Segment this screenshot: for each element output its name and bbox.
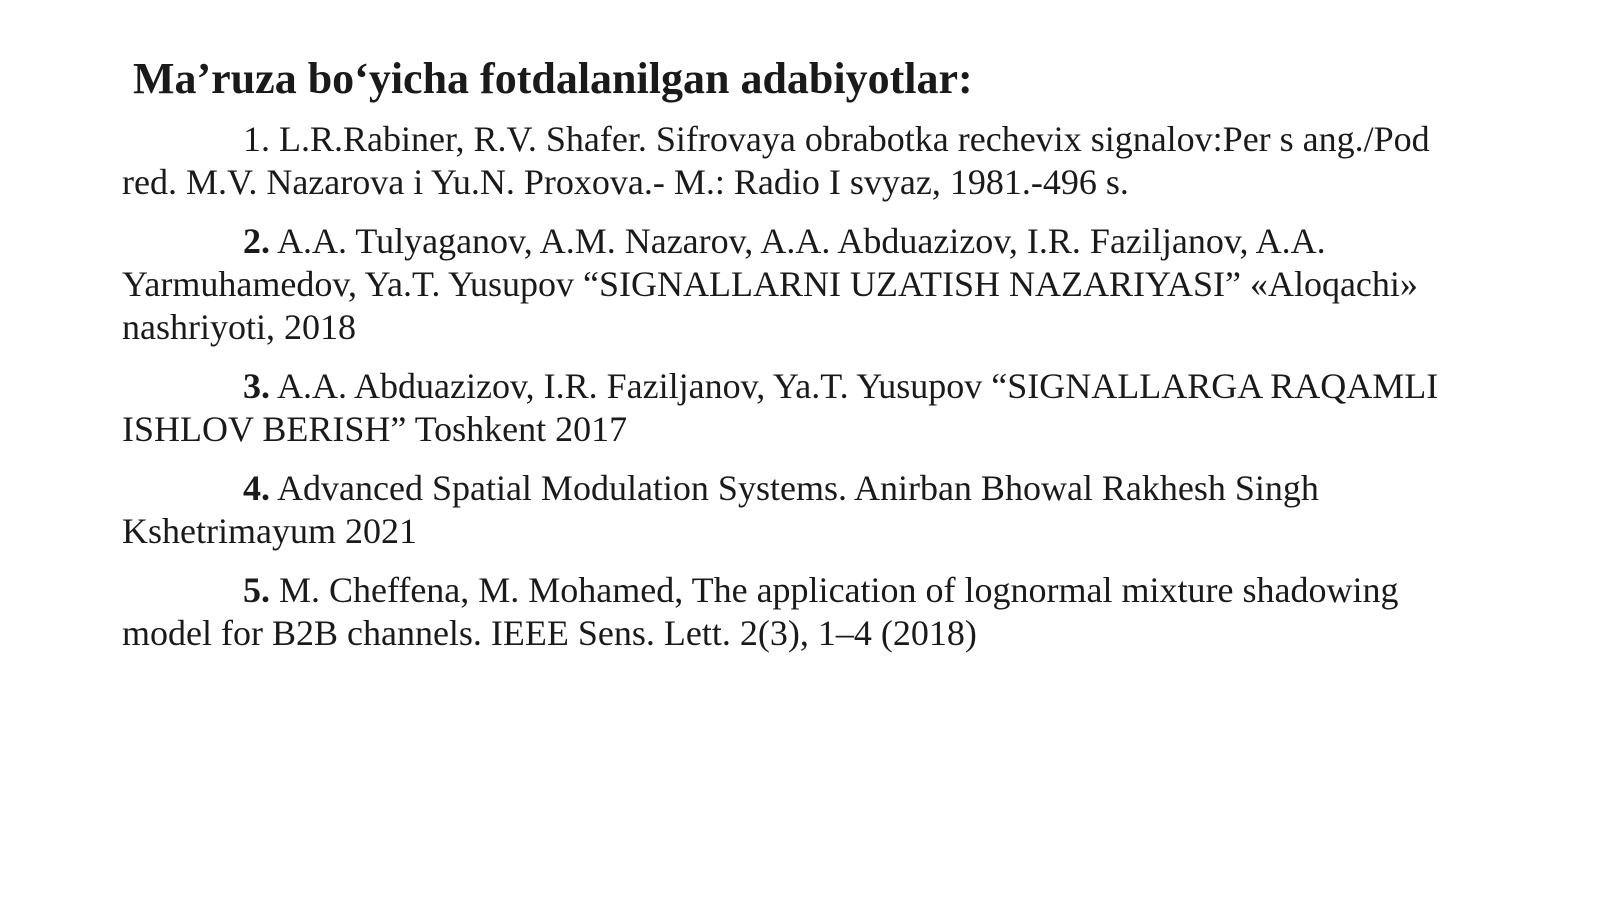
reference-text: L.R.Rabiner, R.V. Shafer. Sifrovaya obrabotka rechevix signalov:Per s ang./Pod red. M.V. Nazarova i Yu.N. Proxova.- M.: Radio I svyaz, 1981.-496 s. <box>122 119 1430 202</box>
reference-number: 4. <box>243 468 270 508</box>
reference-item <box>122 220 1462 349</box>
reference-number: 1. <box>243 119 270 159</box>
reference-number: 5. <box>243 570 270 610</box>
reference-number: 2. <box>243 221 270 261</box>
reference-text: A.A. Tulyaganov, A.M. Nazarov, A.A. Abduazizov, I.R. Faziljanov, A.A. Yarmuhamedov, Ya.T. Yusupov “SIGNALLARNI UZATISH NAZARIYASI” «Aloqachi» nashriyoti, 2018 <box>122 221 1418 347</box>
reference-text: Advanced Spatial Modulation Systems. Anirban Bhowal Rakhesh Singh Kshetrimayum 2021 <box>122 468 1319 551</box>
reference-item <box>122 467 1462 553</box>
reference-number: 3. <box>243 366 270 406</box>
reference-item <box>122 118 1462 204</box>
page-title: Ma’ruza bo‘yicha fotdalanilgan adabiyotlar: <box>133 54 973 103</box>
reference-text: A.A. Abduazizov, I.R. Faziljanov, Ya.T. Yusupov “SIGNALLARGA RAQAMLI ISHLOV BERISH” Toshkent 2017 <box>122 366 1439 449</box>
reference-item <box>122 569 1462 655</box>
reference-list <box>122 118 1462 671</box>
reference-text: M. Cheffena, M. Mohamed, The application of lognormal mixture shadowing model for B2B channels. IEEE Sens. Lett. 2(3), 1–4 (2018) <box>122 570 1399 653</box>
reference-item <box>122 365 1462 451</box>
